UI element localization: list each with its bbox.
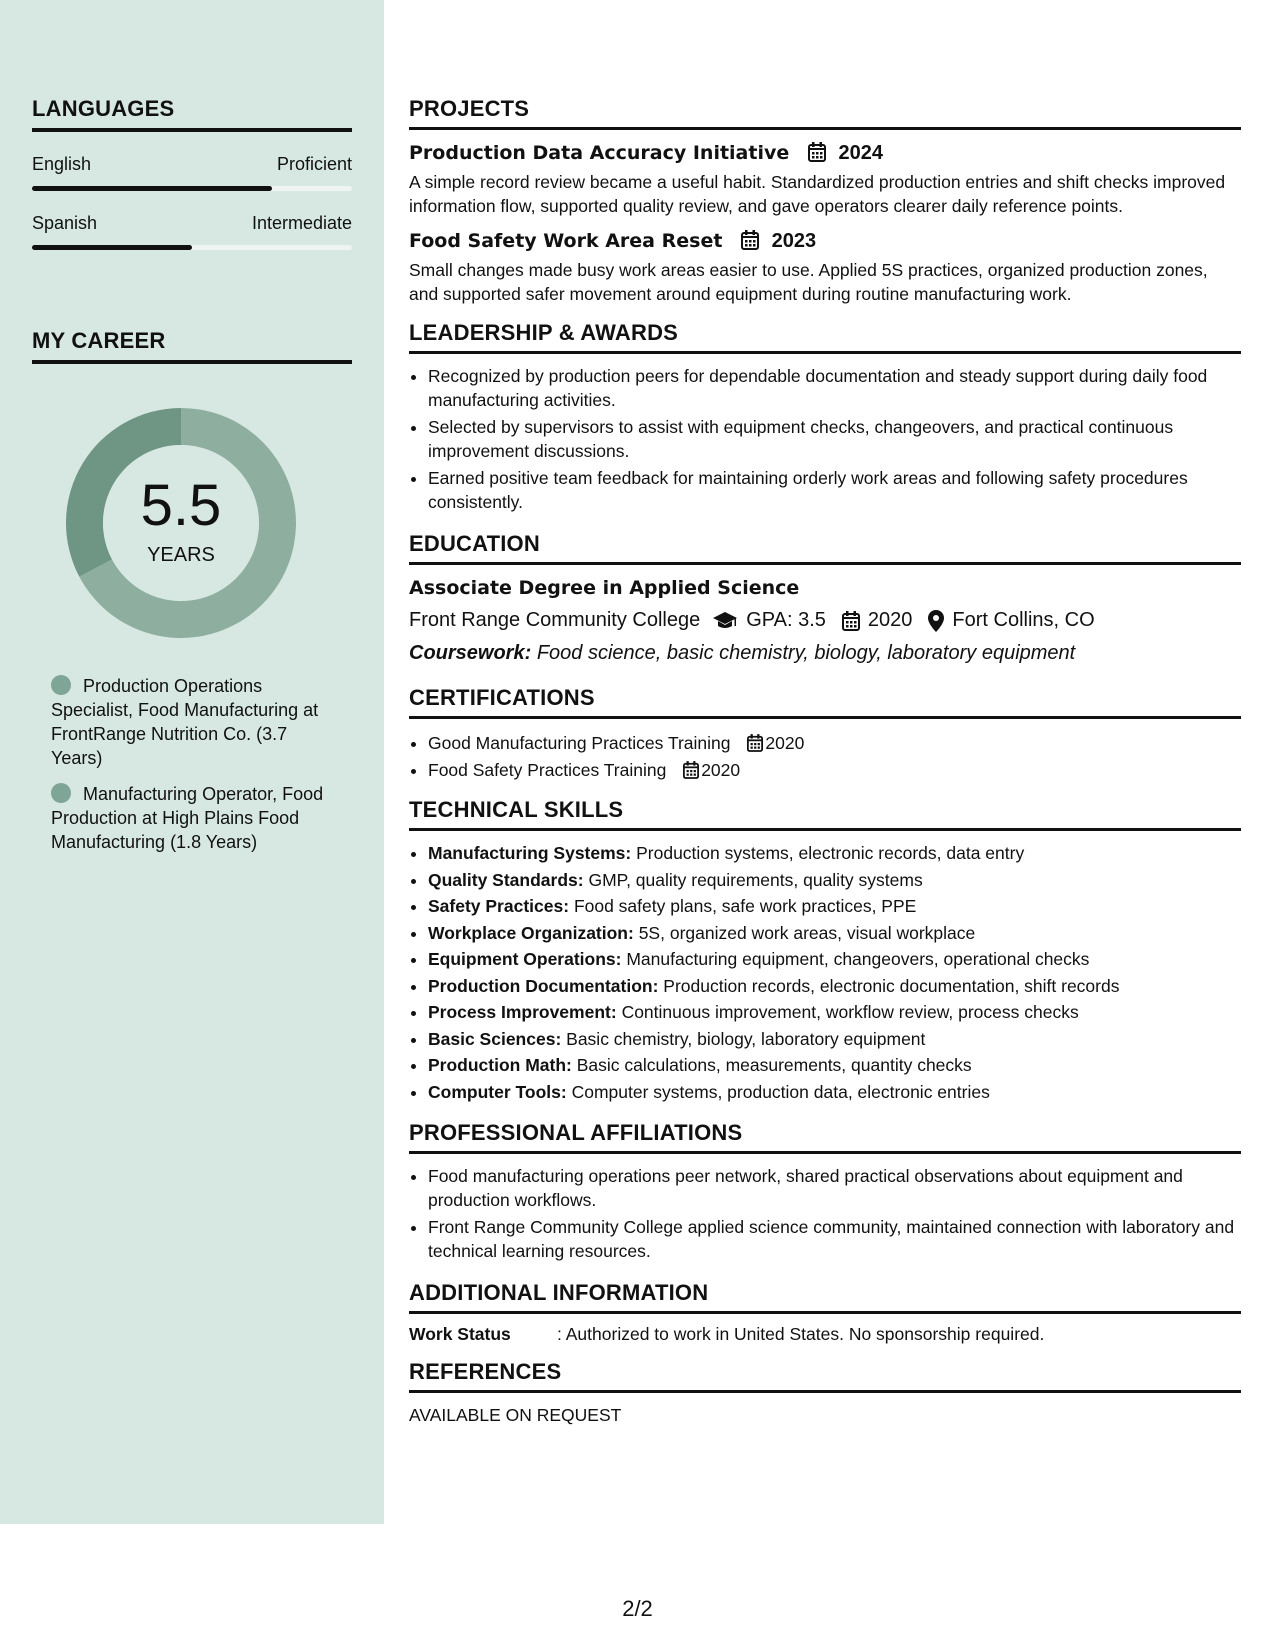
skill-label: Process Improvement: <box>428 1002 617 1022</box>
language-bar-fill <box>32 186 272 191</box>
skill-value: GMP, quality requirements, quality systems <box>588 869 923 890</box>
skill-value: Production systems, electronic records, data entry <box>636 843 1025 863</box>
skill-value: Basic calculations, measurements, quantity checks <box>576 1055 972 1075</box>
calendar-icon <box>747 734 763 752</box>
sidebar-content <box>32 96 352 866</box>
calendar-icon <box>842 611 860 631</box>
career-dot-icon <box>51 675 71 695</box>
project-item <box>409 228 1241 306</box>
skill-label: Computer Tools: <box>428 1081 567 1102</box>
skill-value: 5S, organized work areas, visual workplace <box>638 922 976 943</box>
career-list <box>51 674 331 854</box>
skill-value: Basic chemistry, biology, laboratory equipment <box>566 1028 926 1049</box>
list-item: • Earned positive team feedback for maintaining orderly work areas and following safety procedures consistently. <box>428 466 1241 514</box>
language-level: Intermediate <box>251 213 352 233</box>
skills-heading: TECHNICAL SKILLS <box>409 797 1241 831</box>
skill-label: Basic Sciences: <box>428 1028 562 1049</box>
career-dot-icon <box>51 783 71 803</box>
page-number: 2/2 <box>622 1596 653 1621</box>
project-description: Small changes made busy work areas easier to use. Applied 5S practices, organized production zones, and supported safer movement around equipment during routine manufacturing work. <box>409 260 1208 304</box>
additional-info-heading: ADDITIONAL INFORMATION <box>409 1280 1241 1314</box>
skill-value: Continuous improvement, workflow review, process checks <box>621 1002 1079 1022</box>
leadership-list <box>409 364 1241 514</box>
certification-item <box>428 758 1241 782</box>
graduation-year: 2020 <box>867 609 913 631</box>
project-title: Production Data Accuracy Initiative <box>409 142 790 164</box>
certification-name: Good Manufacturing Practices Training <box>428 733 731 753</box>
skill-label: Manufacturing Systems: <box>428 843 632 863</box>
affiliations-list <box>409 1164 1241 1263</box>
skills-list <box>409 841 1241 1104</box>
skill-item <box>428 841 1241 865</box>
list-item: • Food manufacturing operations peer network, shared practical observations about equipment and production workflows. <box>428 1164 1241 1212</box>
coursework <box>409 642 1241 665</box>
skill-label: Quality Standards: <box>428 869 584 890</box>
language-item <box>32 213 352 250</box>
skill-value: Computer systems, production data, electronic entries <box>571 1081 990 1102</box>
career-donut-chart <box>66 408 296 638</box>
skill-item <box>428 1080 1241 1104</box>
skill-value: Food safety plans, safe work practices, PPE <box>573 896 917 916</box>
certifications-heading: CERTIFICATIONS <box>409 685 1241 719</box>
list-item: • Recognized by production peers for dependable documentation and steady support during daily food manufacturing activities. <box>428 364 1241 412</box>
references-text: AVAILABLE ON REQUEST <box>409 1405 622 1425</box>
affiliations-heading: PROFESSIONAL AFFILIATIONS <box>409 1120 1241 1154</box>
project-item <box>409 140 1241 218</box>
school-name: Front Range Community College <box>409 609 701 631</box>
skill-item <box>428 1027 1241 1051</box>
language-level: Proficient <box>276 154 352 174</box>
education-location: Fort Collins, CO <box>952 609 1095 631</box>
languages-heading: LANGUAGES <box>32 96 352 132</box>
project-year: 2024 <box>838 142 883 164</box>
work-status-value: : Authorized to work in United States. No sponsorship required. <box>557 1324 1045 1344</box>
list-item: • Front Range Community College applied science community, maintained connection with laboratory and technical learning resources. <box>428 1215 1241 1263</box>
language-bar-fill <box>32 245 192 250</box>
skill-value: Manufacturing equipment, changeovers, operational checks <box>626 949 1090 969</box>
calendar-icon <box>741 230 759 250</box>
language-name: Spanish <box>32 213 98 233</box>
skill-label: Equipment Operations: <box>428 949 622 969</box>
project-description: A simple record review became a useful habit. Standardized production entries and shift checks improved information flow, supported quality review, and gave operators clearer daily reference points. <box>409 172 1226 216</box>
leadership-heading: LEADERSHIP & AWARDS <box>409 320 1241 354</box>
language-bar <box>32 186 352 191</box>
skill-label: Safety Practices: <box>428 896 570 916</box>
skill-label: Production Documentation: <box>428 975 659 996</box>
career-item-text: Manufacturing Operator, Food Production at High Plains Food Manufacturing (1.8 Years) <box>51 784 324 852</box>
certification-year: 2020 <box>765 733 805 753</box>
location-pin-icon <box>928 610 944 632</box>
certification-name: Food Safety Practices Training <box>428 760 667 780</box>
education-heading: EDUCATION <box>409 531 1241 565</box>
projects-heading: PROJECTS <box>409 96 1241 130</box>
skill-label: Production Math: <box>428 1055 572 1075</box>
language-name: English <box>32 154 92 174</box>
skill-label: Workplace Organization: <box>428 922 634 943</box>
career-item <box>51 782 331 854</box>
calendar-icon <box>683 761 699 779</box>
gpa: GPA: 3.5 <box>746 609 826 631</box>
skill-item <box>428 868 1241 892</box>
project-title: Food Safety Work Area Reset <box>409 230 723 252</box>
coursework-text: Food science, basic chemistry, biology, laboratory equipment <box>536 642 1076 664</box>
coursework-label: Coursework: <box>409 642 532 664</box>
career-years-unit: YEARS <box>147 544 215 566</box>
career-item <box>51 674 331 770</box>
list-item: • Selected by supervisors to assist with equipment checks, changeovers, and practical continuous improvement discussions. <box>428 415 1241 463</box>
degree-title: Associate Degree in Applied Science <box>409 577 800 599</box>
skill-item <box>428 894 1241 918</box>
skill-item <box>428 974 1241 998</box>
main-content <box>409 96 1241 1426</box>
career-item-text: Production Operations Specialist, Food Manufacturing at FrontRange Nutrition Co. (3.7 Years) <box>51 676 319 768</box>
calendar-icon <box>808 142 826 162</box>
graduation-cap-icon <box>712 611 738 631</box>
skill-item <box>428 1000 1241 1024</box>
skill-value: Production records, electronic documentation, shift records <box>663 975 1120 996</box>
skill-item <box>428 947 1241 971</box>
project-year: 2023 <box>771 230 817 252</box>
work-status-row <box>409 1324 1241 1345</box>
language-item <box>32 154 352 191</box>
career-total-years: 5.5 <box>140 473 222 538</box>
language-bar <box>32 245 352 250</box>
certifications-list <box>409 731 1241 782</box>
certification-year: 2020 <box>701 760 741 780</box>
certification-item <box>428 731 1241 755</box>
work-status-label: Work Status <box>409 1324 511 1344</box>
sidebar <box>0 0 384 1524</box>
skill-item <box>428 921 1241 945</box>
skill-item <box>428 1053 1241 1077</box>
references-heading: REFERENCES <box>409 1359 1241 1393</box>
career-heading: MY CAREER <box>32 328 352 364</box>
education-details <box>409 609 1241 632</box>
